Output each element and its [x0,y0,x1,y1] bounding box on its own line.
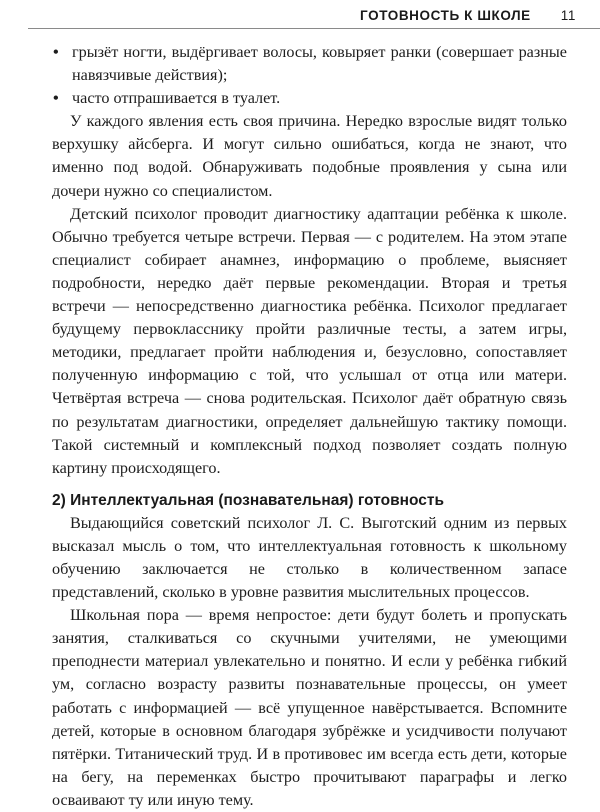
paragraph-school-time: Школьная пора — время непростое: дети будут болеть и пропускать занятия, сталкиваться со скучными учителями, не умеющими преподнести материал увлекательно и понятно. И если у ребёнка гибкий ум, согласно возрасту развиты познавательные процессы, он умеет работать с информацией — всё упущенное навёрстывается. Вспомните детей, которые в основном благодаря зубрёжке и усидчивости получают пятёрки. Титанический труд. И в противовес им всегда есть дети, которые на бегу, на переменках быстро прочитывают параграфы и легко осваивают ту или иную тему. [52,606,567,809]
header-rule [28,28,600,29]
running-head [360,4,576,26]
paragraph-causes: У каждого явления есть своя причина. Нередко взрослые видят только верхушку айсберга. И могут сильно ошибаться, когда не знают, что именно под водой. Обнаруживать подобные проявления у сына или дочери нужно со специалистом. [52,112,567,200]
page-body [52,41,567,812]
bullet-icon: • [53,43,59,61]
section-heading: 2) Интеллектуальная (познавательная) готовность [52,491,444,509]
list-item-text: грызёт ногти, выдёргивает волосы, ковыряет ранки (совершает разные навязчивые действия); [72,43,567,85]
paragraph-diagnostics: Детский психолог проводит диагностику адаптации ребёнка к школе. Обычно требуется четыре встречи. Первая — с родителем. На этом этапе специалист собирает анамнез, информацию о проблеме, выясняет подробности, нередко даёт первые рекомендации. Вторая и третья встречи — непосредственно диагностика ребёнка. Психолог предлагает будущему первокласснику пройти различные тесты, а затем игры, методики, предлагает пройти наблюдения и, безусловно, сопоставляет полученную информацию с той, что услышал от отца или матери. Четвёртая встреча — снова родительская. Психолог даёт обратную связь по результатам диагностики, определяет дальнейшую тактику помощи. Такой системный и комплексный подход позволяет создать полную картину происходящего. [52,204,567,477]
running-head-title: ГОТОВНОСТЬ К ШКОЛЕ [360,7,531,23]
bullet-icon: • [53,89,59,108]
list-item [52,41,567,87]
bullet-list [52,41,567,110]
paragraph-vygotsky: Выдающийся советский психолог Л. С. Выготский одним из первых высказал мысль о том, что интеллектуальная готовность к школьному обучению заключается не столько в количественном запасе представлений, сколько в уровне развития мыслительных процессов. [52,513,567,602]
list-item [52,87,567,110]
list-item-text: часто отпрашивается в туалет. [72,89,281,108]
page-number: 11 [560,7,576,23]
